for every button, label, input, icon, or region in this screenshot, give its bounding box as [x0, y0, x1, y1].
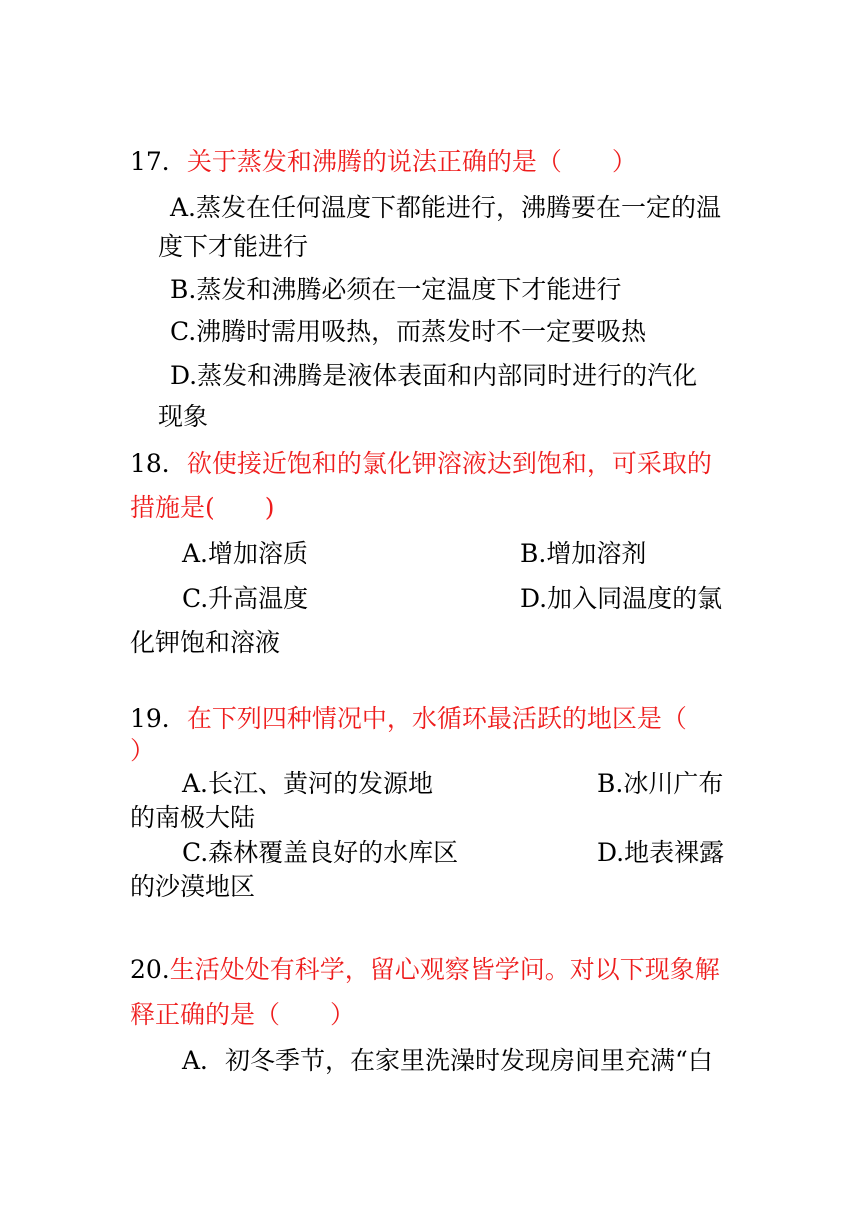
option-a: A.蒸发在任何温度下都能进行，沸腾要在一定的温 [170, 193, 722, 222]
question-stem-continued: 释正确的是（ ） [130, 1000, 356, 1029]
option-a-continued: 度下才能进行 [158, 232, 309, 261]
option-c: C.森林覆盖良好的水库区 [182, 838, 459, 867]
question-number: 17． [130, 147, 187, 176]
option-d-continued: 的沙漠地区 [130, 872, 256, 901]
option-d: D.地表裸露 [597, 838, 725, 867]
question-number: 19． [130, 704, 187, 733]
question-18-line [130, 448, 712, 480]
option-a: A.增加溶质 [182, 539, 309, 568]
option-d-continued: 化钾饱和溶液 [130, 628, 281, 657]
question-stem: 在下列四种情况中，水循环最活跃的地区是（ [186, 704, 687, 733]
option-b: B.蒸发和沸腾必须在一定温度下才能进行 [170, 275, 622, 304]
option-b-continued: 的南极大陆 [130, 803, 256, 832]
question-number: 20. [130, 955, 170, 984]
question-stem-continued: 措施是( ) [130, 493, 275, 522]
option-d-continued: 现象 [158, 402, 209, 431]
question-19-line [130, 703, 687, 735]
option-b: B.冰川广布 [597, 769, 724, 798]
question-stem: 欲使接近饱和的氯化钾溶液达到饱和，可采取的 [186, 449, 712, 478]
question-stem-continued: ） [130, 736, 156, 765]
option-a: A．初冬季节，在家里洗澡时发现房间里充满“白 [182, 1046, 713, 1075]
question-20-line [130, 954, 720, 986]
option-c: C.沸腾时需用吸热，而蒸发时不一定要吸热 [170, 317, 647, 346]
option-d: D.加入同温度的氯 [520, 584, 723, 613]
question-stem: 生活处处有科学，留心观察皆学问。对以下现象解 [169, 955, 720, 984]
option-c: C.升高温度 [182, 584, 309, 613]
option-d: D.蒸发和沸腾是液体表面和内部同时进行的汽化 [170, 361, 698, 390]
question-number: 18． [130, 449, 187, 478]
question-stem: 关于蒸发和沸腾的说法正确的是（ ） [186, 147, 637, 176]
question-17-line [130, 146, 637, 178]
option-a: A.长江、黄河的发源地 [182, 769, 434, 798]
option-b: B.增加溶剂 [520, 539, 647, 568]
